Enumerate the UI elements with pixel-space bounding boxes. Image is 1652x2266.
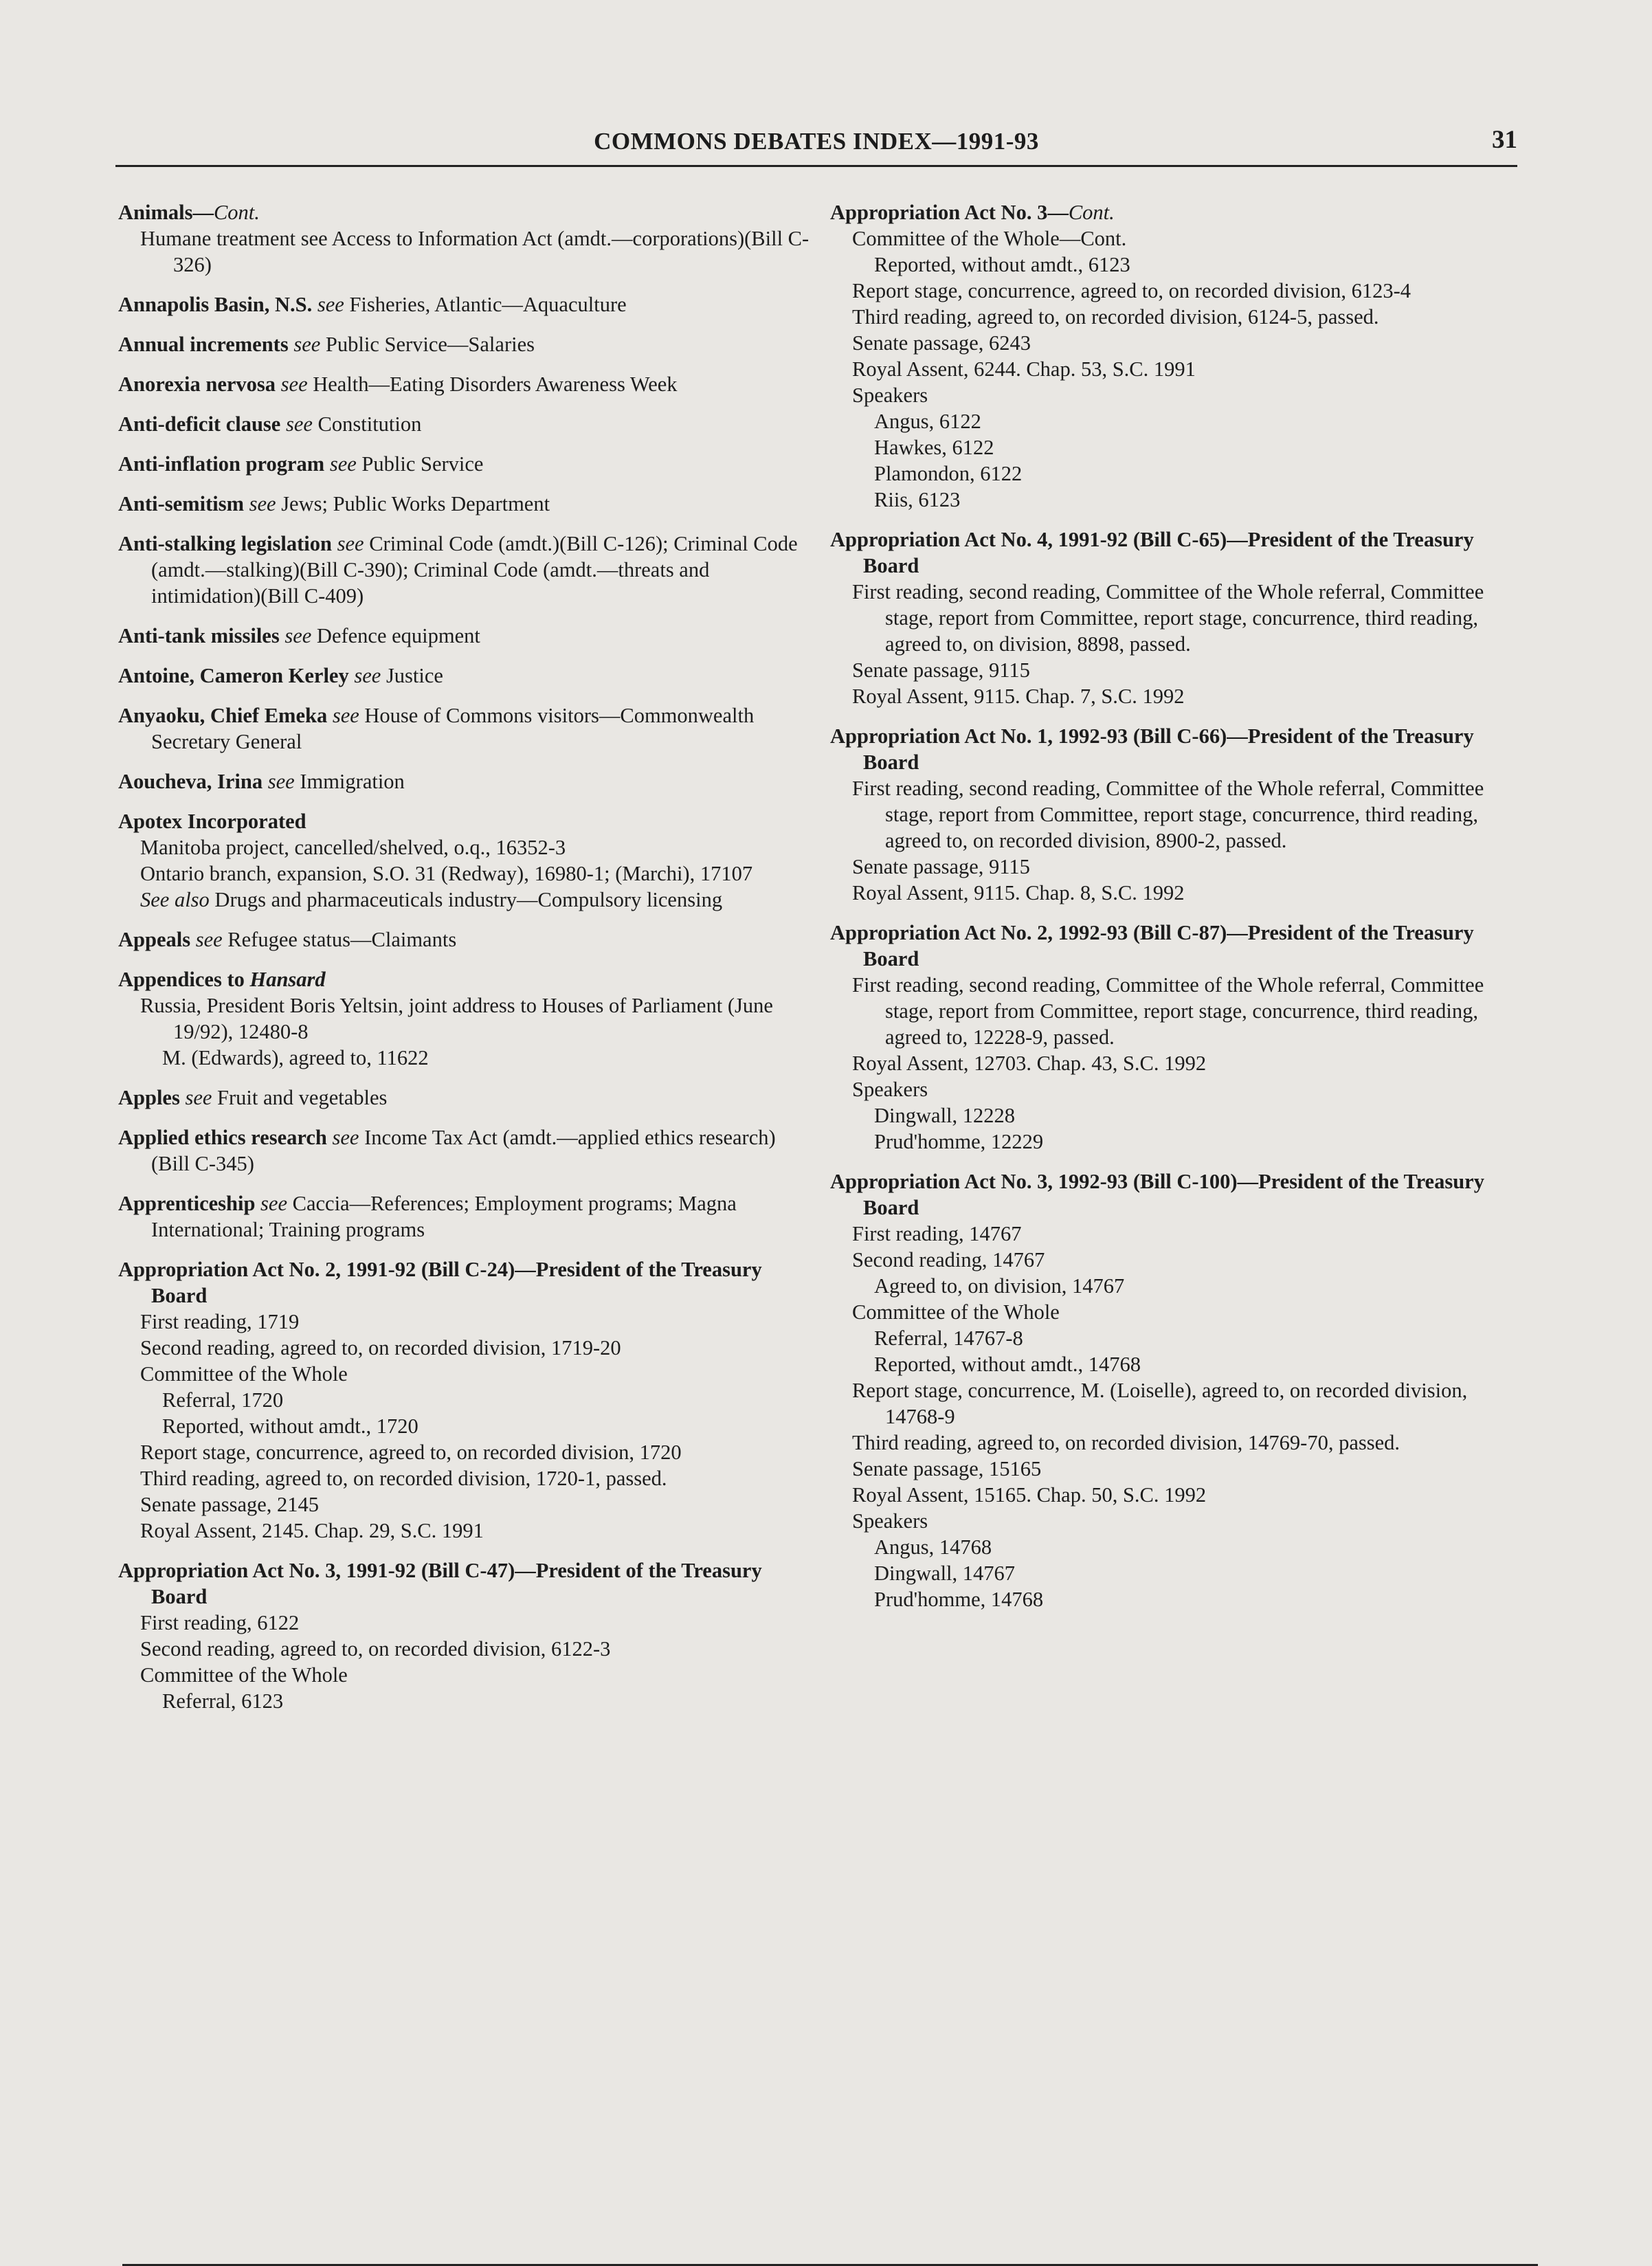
heading-part: Constitution — [317, 412, 422, 436]
heading-part: Anti-stalking legislation — [118, 532, 332, 555]
index-entry — [118, 1124, 812, 1177]
heading-part: Apples — [118, 1086, 180, 1109]
subentry-line: Angus, 14768 — [874, 1535, 992, 1559]
entry-heading — [118, 702, 812, 755]
subentry-line: Referral, 14767-8 — [874, 1326, 1023, 1350]
heading-part: Animals— — [118, 201, 214, 224]
subentry-line: Riis, 6123 — [874, 488, 961, 511]
page-header — [115, 124, 1517, 167]
heading-part: see — [348, 664, 386, 687]
entry-heading — [118, 531, 812, 609]
heading-part: see — [255, 1192, 293, 1215]
index-entry — [118, 768, 812, 795]
index-entry — [118, 1256, 812, 1544]
index-entry — [118, 808, 812, 913]
page-number: 31 — [1492, 126, 1517, 154]
heading-part: Refugee status—Claimants — [227, 928, 457, 951]
heading-part: see — [263, 770, 300, 793]
heading-part: see — [312, 293, 350, 316]
heading-part: Criminal Code (amdt.)(Bill C-126); Criminal Code (amdt.—stalking)(Bill C-390); Criminal Code (amdt.—threats and intimidation)(Bill C-409) — [151, 532, 798, 608]
heading-part: Cont. — [1068, 201, 1115, 224]
subentry-line: First reading, second reading, Committee of the Whole referral, Committee stage, report from Committee, report stage, concurrence, third reading, agreed to, on division, 8898, passed. — [852, 580, 1484, 656]
entry-heading — [118, 926, 812, 953]
heading-part: see — [331, 532, 370, 555]
heading-part: see — [190, 928, 228, 951]
subentry-line: Second reading, agreed to, on recorded division, 1719-20 — [140, 1336, 621, 1359]
heading-part: Appropriation Act No. 1, 1992-93 (Bill C-66)—President of the Treasury Board — [830, 724, 1474, 774]
entry-heading — [118, 663, 812, 689]
heading-part: Immigration — [300, 770, 405, 793]
heading-part: see — [327, 704, 365, 727]
subentry-line: Second reading, agreed to, on recorded division, 6122-3 — [140, 1637, 611, 1660]
heading-part: Defence equipment — [316, 624, 480, 647]
heading-part: Jews; Public Works Department — [281, 492, 550, 515]
subentry-line: Senate passage, 15165 — [852, 1457, 1042, 1480]
index-entry — [118, 331, 812, 357]
entry-heading — [118, 371, 812, 397]
index-entry — [118, 199, 812, 278]
entry-heading — [118, 1085, 812, 1111]
subentry-line: Senate passage, 2145 — [140, 1493, 320, 1516]
heading-part: Hansard — [249, 968, 326, 991]
index-entry — [118, 491, 812, 517]
subentry-line: Prud'homme, 14768 — [874, 1588, 1044, 1611]
heading-part: Anyaoku, Chief Emeka — [118, 704, 328, 727]
index-entry — [830, 1168, 1524, 1612]
subentry-line: Prud'homme, 12229 — [874, 1130, 1044, 1153]
subentry-line: First reading, second reading, Committee of the Whole referral, Committee stage, report from Committee, report stage, concurrence, third reading, agreed to, on recorded division, 8900-2, passed. — [852, 777, 1484, 852]
entry-heading — [118, 199, 812, 225]
heading-part: Anorexia nervosa — [118, 373, 276, 396]
heading-part: Fruit and vegetables — [217, 1086, 388, 1109]
subentry-line: Senate passage, 9115 — [852, 855, 1030, 878]
page-title: COMMONS DEBATES INDEX—1991-93 — [594, 128, 1039, 155]
entry-heading — [118, 331, 812, 357]
heading-part: see — [326, 1126, 365, 1149]
subentry-line: Senate passage, 9115 — [852, 658, 1030, 682]
entry-heading — [118, 1557, 812, 1610]
entry-heading — [118, 768, 812, 795]
index-entry — [830, 723, 1524, 906]
right-column — [830, 199, 1524, 1626]
index-entry — [830, 199, 1524, 513]
entry-heading — [118, 808, 812, 834]
subentry-line: First reading, 1719 — [140, 1310, 300, 1333]
heading-part: Annual increments — [118, 333, 289, 356]
index-entry — [118, 1085, 812, 1111]
entry-heading — [118, 491, 812, 517]
subentry-line: See also Drugs and pharmaceuticals industry—Compulsory licensing — [140, 888, 723, 911]
subentry-line: Reported, without amdt., 6123 — [874, 253, 1130, 276]
heading-part: see — [179, 1086, 218, 1109]
heading-part: Public Service — [361, 452, 484, 476]
heading-part: Appeals — [118, 928, 191, 951]
subentry-line: Third reading, agreed to, on recorded division, 6124-5, passed. — [852, 305, 1379, 329]
heading-part: Anti-semitism — [118, 492, 244, 515]
subentry-line: Speakers — [852, 384, 928, 407]
heading-part: Justice — [386, 664, 443, 687]
heading-part: Annapolis Basin, N.S. — [118, 293, 313, 316]
subentry-line: Report stage, concurrence, agreed to, on recorded division, 1720 — [140, 1441, 682, 1464]
subentry-line: First reading, 14767 — [852, 1222, 1022, 1245]
subentry-line: Royal Assent, 12703. Chap. 43, S.C. 1992 — [852, 1052, 1207, 1075]
subentry-line: Third reading, agreed to, on recorded division, 1720-1, passed. — [140, 1467, 667, 1490]
heading-part: House of Commons visitors—Commonwealth Secretary General — [151, 704, 755, 753]
subentry-line: Humane treatment see Access to Information Act (amdt.—corporations)(Bill C-326) — [140, 227, 810, 276]
index-entry — [118, 1190, 812, 1243]
heading-part: Anti-tank missiles — [118, 624, 280, 647]
heading-part: see — [243, 492, 282, 515]
heading-part: Caccia—References; Employment programs; Magna International; Training programs — [151, 1192, 737, 1241]
index-entry — [118, 623, 812, 649]
subentry-line: Royal Assent, 6244. Chap. 53, S.C. 1991 — [852, 357, 1196, 381]
entry-heading — [830, 526, 1524, 579]
heading-part: Appendices to — [118, 968, 250, 991]
heading-part: Aoucheva, Irina — [118, 770, 263, 793]
subentry-line: Reported, without amdt., 1720 — [162, 1414, 418, 1438]
subentry-line: First reading, 6122 — [140, 1611, 300, 1634]
heading-part: see — [280, 412, 318, 436]
subentry-line: Dingwall, 12228 — [874, 1104, 1016, 1127]
subentry-line: Reported, without amdt., 14768 — [874, 1353, 1141, 1376]
heading-part: Public Service—Salaries — [325, 333, 535, 356]
heading-part: Appropriation Act No. 3, 1991-92 (Bill C-47)—President of the Treasury Board — [118, 1559, 762, 1608]
subentry-line: Royal Assent, 9115. Chap. 8, S.C. 1992 — [852, 881, 1185, 904]
left-column — [118, 199, 812, 1728]
subentry-line: Speakers — [852, 1509, 928, 1533]
entry-heading — [118, 411, 812, 437]
entry-heading — [118, 623, 812, 649]
heading-part: Appropriation Act No. 4, 1991-92 (Bill C-65)—President of the Treasury Board — [830, 528, 1474, 577]
index-entry — [830, 920, 1524, 1155]
subentry-line: Committee of the Whole — [852, 1300, 1060, 1324]
index-entry — [118, 1557, 812, 1714]
heading-part: Appropriation Act No. 3— — [830, 201, 1069, 224]
heading-part: Appropriation Act No. 2, 1992-93 (Bill C-87)—President of the Treasury Board — [830, 921, 1474, 970]
heading-part: Health—Eating Disorders Awareness Week — [313, 373, 678, 396]
entry-heading — [118, 291, 812, 318]
heading-part: Fisheries, Atlantic—Aquaculture — [349, 293, 627, 316]
index-entry — [118, 371, 812, 397]
subentry-line: Referral, 1720 — [162, 1388, 284, 1412]
heading-part: see — [288, 333, 326, 356]
index-entry — [118, 451, 812, 477]
index-entry — [118, 663, 812, 689]
subentry-line: Russia, President Boris Yeltsin, joint address to Houses of Parliament (June 19/92), 12480-8 — [140, 994, 773, 1043]
entry-heading — [830, 199, 1524, 225]
heading-part: Appropriation Act No. 3, 1992-93 (Bill C-100)—President of the Treasury Board — [830, 1170, 1484, 1219]
subentry-line: Agreed to, on division, 14767 — [874, 1274, 1125, 1298]
entry-heading — [830, 723, 1524, 775]
heading-part: see — [276, 373, 313, 396]
subentry-line: Royal Assent, 2145. Chap. 29, S.C. 1991 — [140, 1519, 484, 1542]
subentry-line: Plamondon, 6122 — [874, 462, 1023, 485]
heading-part: Applied ethics research — [118, 1126, 327, 1149]
entry-heading — [118, 1190, 812, 1243]
subentry-line: M. (Edwards), agreed to, 11622 — [162, 1046, 429, 1069]
subentry-line: Angus, 6122 — [874, 410, 981, 433]
subentry-line: First reading, second reading, Committee of the Whole referral, Committee stage, report from Committee, report stage, concurrence, third reading, agreed to, 12228-9, passed. — [852, 973, 1484, 1049]
subentry-line: Referral, 6123 — [162, 1689, 284, 1713]
heading-part: Income Tax Act (amdt.—applied ethics research)(Bill C-345) — [151, 1126, 776, 1175]
subentry-line: Manitoba project, cancelled/shelved, o.q., 16352-3 — [140, 836, 566, 859]
heading-part: Anti-inflation program — [118, 452, 325, 476]
entry-heading — [118, 1124, 812, 1177]
subentry-line: Royal Assent, 9115. Chap. 7, S.C. 1992 — [852, 685, 1185, 708]
subentry-line: Speakers — [852, 1078, 928, 1101]
index-entry — [118, 702, 812, 755]
subentry-line: Second reading, 14767 — [852, 1248, 1045, 1271]
entry-heading — [830, 920, 1524, 972]
heading-part: Apotex Incorporated — [118, 810, 306, 833]
subentry-line: Report stage, concurrence, agreed to, on recorded division, 6123-4 — [852, 279, 1411, 302]
subentry-line: Committee of the Whole — [140, 1663, 348, 1687]
entry-heading — [118, 451, 812, 477]
index-entry — [118, 966, 812, 1071]
subentry-line: Committee of the Whole—Cont. — [852, 227, 1127, 250]
entry-heading — [118, 1256, 812, 1309]
subentry-line: Dingwall, 14767 — [874, 1562, 1016, 1585]
index-entry — [118, 531, 812, 609]
index-entry — [118, 411, 812, 437]
entry-heading — [118, 966, 812, 992]
heading-part: Apprenticeship — [118, 1192, 256, 1215]
subentry-line: Report stage, concurrence, M. (Loiselle), agreed to, on recorded division, 14768-9 — [852, 1379, 1468, 1428]
heading-part: Antoine, Cameron Kerley — [118, 664, 349, 687]
subentry-line: Hawkes, 6122 — [874, 436, 994, 459]
entry-heading — [830, 1168, 1524, 1221]
heading-part: Cont. — [213, 201, 260, 224]
subentry-line: Senate passage, 6243 — [852, 331, 1031, 355]
subentry-line: Ontario branch, expansion, S.O. 31 (Redway), 16980-1; (Marchi), 17107 — [140, 862, 753, 885]
heading-part: see — [279, 624, 317, 647]
heading-part: Anti-deficit clause — [118, 412, 281, 436]
index-entry — [118, 291, 812, 318]
subentry-line: Third reading, agreed to, on recorded division, 14769-70, passed. — [852, 1431, 1400, 1454]
heading-part: Appropriation Act No. 2, 1991-92 (Bill C-24)—President of the Treasury Board — [118, 1258, 762, 1307]
subentry-line: Royal Assent, 15165. Chap. 50, S.C. 1992 — [852, 1483, 1207, 1507]
index-entry — [830, 526, 1524, 709]
index-entry — [118, 926, 812, 953]
subentry-line: Committee of the Whole — [140, 1362, 348, 1386]
heading-part: see — [324, 452, 362, 476]
